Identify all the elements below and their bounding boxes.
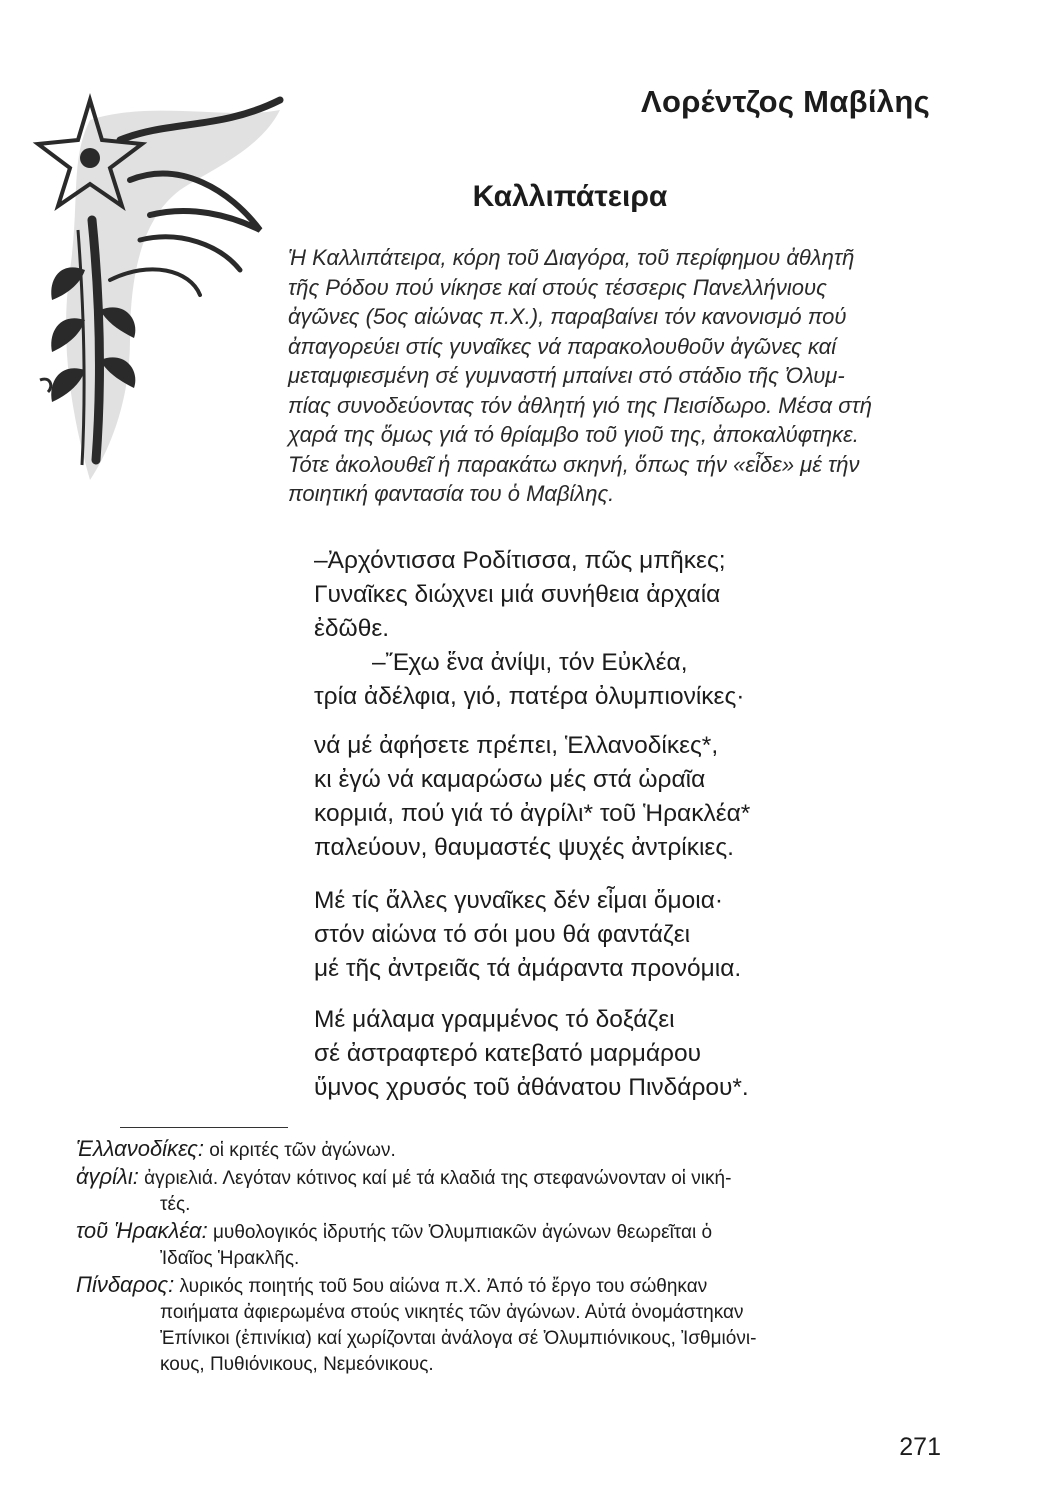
footnote bbox=[76, 1272, 956, 1378]
intro-line: ἀπαγορεύει στίς γυναῖκες νά παρακολουθοῦν ἀγῶνες καί bbox=[288, 333, 837, 359]
footnote-text: οἱ κριτές τῶν ἀγώνων. bbox=[209, 1140, 396, 1161]
floral-ornament-icon bbox=[30, 80, 300, 500]
intro-line: ποιητική φαντασία του ὁ Μαβίλης. bbox=[288, 481, 615, 506]
poem-line: Μέ μάλαμα γραμμένος τό δοξάζει bbox=[314, 1006, 675, 1033]
footnote-text: λυρικός ποιητής τοῦ 5ου αἰώνα π.Χ. Ἀπό τό ἔργο του σώθηκαν bbox=[179, 1276, 708, 1297]
poem-line: –Ἔχω ἕνα ἀνίψι, τόν Εὐκλέα, bbox=[372, 649, 688, 676]
footnote bbox=[76, 1136, 956, 1164]
footnote-continuation: ποιήματα ἀφιερωμένα στούς νικητές τῶν ἀγώνων. Αὐτά ὀνομάστηκαν bbox=[160, 1302, 744, 1323]
poem-stanza-2 bbox=[314, 729, 954, 865]
footnote bbox=[76, 1164, 956, 1218]
poem-line: ἐδῶθε. bbox=[314, 615, 390, 642]
intro-line: χαρά της ὅμως γιά τό θρίαμβο τοῦ γιοῦ της, ἀποκαλύφτηκε. bbox=[288, 422, 859, 447]
poem-line: σέ ἀστραφτερό κατεβατό μαρμάρου bbox=[314, 1040, 701, 1067]
footnote-term: Πίνδαρος: bbox=[76, 1272, 175, 1297]
poem-line: μέ τῆς ἀντρειᾶς τά ἀμάραντα προνόμια. bbox=[314, 955, 742, 982]
poem-stanza-3 bbox=[314, 884, 954, 986]
intro-line: Τότε ἀκολουθεῖ ἡ παρακάτω σκηνή, ὅπως τήν «εἶδε» μέ τήν bbox=[288, 451, 860, 477]
poem-stanza-4 bbox=[314, 1003, 954, 1105]
poem-line: κι ἐγώ νά καμαρώσω μές στά ὡραῖα bbox=[314, 766, 706, 793]
footnote-continuation: τές. bbox=[160, 1194, 191, 1215]
footnote bbox=[76, 1218, 956, 1272]
page-number: 271 bbox=[899, 1433, 941, 1461]
poem-title: Καλλιπάτειρα bbox=[472, 180, 668, 213]
poem-line: παλεύουν, θαυμαστές ψυχές ἀντρίκιες. bbox=[314, 834, 734, 861]
footnotes bbox=[76, 1136, 956, 1378]
intro-line: ἀγῶνες (5ος αἰώνας π.Χ.), παραβαίνει τόν κανονισμό πού bbox=[288, 304, 847, 329]
intro-paragraph bbox=[288, 243, 938, 509]
poem-line: ὕμνος χρυσός τοῦ ἀθάνατου Πινδάρου*. bbox=[314, 1074, 749, 1101]
poem-line: τρία ἀδέλφια, γιό, πατέρα ὀλυμπιονίκες· bbox=[314, 683, 745, 710]
footnote-term: τοῦ Ἡρακλέα: bbox=[76, 1218, 208, 1243]
footnote-continuation: κους, Πυθιόνικους, Νεμεόνικους. bbox=[160, 1354, 434, 1375]
poem-line: στόν αἰώνα τό σόι μου θά φαντάζει bbox=[314, 921, 691, 948]
poem-line: –Ἀρχόντισσα Ροδίτισσα, πῶς μπῆκες; bbox=[314, 547, 726, 574]
intro-line: πίας συνοδεύοντας τόν ἀθλητή γιό της Πεισίδωρο. Μέσα στή bbox=[288, 392, 872, 418]
footnote-term: Ἑλλανοδίκες: bbox=[76, 1136, 204, 1161]
footnote-text: ἀγριελιά. Λεγόταν κότινος καί μέ τά κλαδιά της στεφανώνονταν οἱ νική- bbox=[144, 1168, 732, 1189]
poem-line: Γυναῖκες διώχνει μιά συνήθεια ἀρχαία bbox=[314, 581, 721, 608]
poem-stanza-1 bbox=[314, 544, 954, 714]
intro-line: τῆς Ρόδου πού νίκησε καί στούς τέσσερις Πανελλήνιους bbox=[288, 274, 827, 300]
footnote-continuation: Ἰδαῖος Ἡρακλῆς. bbox=[160, 1248, 300, 1269]
author-name: Λορέντζος Μαβίλης bbox=[640, 84, 930, 119]
poem-line: κορμιά, πού γιά τό ἀγρίλι* τοῦ Ἡρακλέα* bbox=[314, 800, 751, 827]
intro-line: Ἡ Καλλιπάτειρα, κόρη τοῦ Διαγόρα, τοῦ περίφημου ἀθλητῆ bbox=[288, 245, 855, 270]
footnote-divider bbox=[120, 1127, 288, 1128]
poem-line: Μέ τίς ἄλλες γυναῖκες δέν εἶμαι ὅμοια· bbox=[314, 887, 724, 914]
footnote-term: ἀγρίλι: bbox=[76, 1164, 139, 1189]
footnote-text: μυθολογικός ἱδρυτής τῶν Ὀλυμπιακῶν ἀγώνων θεωρεῖται ὁ bbox=[212, 1222, 713, 1243]
poem-line: νά μέ ἀφήσετε πρέπει, Ἑλλανοδίκες*, bbox=[314, 732, 719, 759]
footnote-continuation: Ἐπίνικοι (ἐπινίκια) καί χωρίζονται ἀνάλογα σέ Ὀλυμπιόνικους, Ἰσθμιόνι- bbox=[160, 1328, 757, 1349]
intro-line: μεταμφιεσμένη σέ γυμναστή μπαίνει στό στάδιο τῆς Ὀλυμ- bbox=[288, 363, 845, 388]
